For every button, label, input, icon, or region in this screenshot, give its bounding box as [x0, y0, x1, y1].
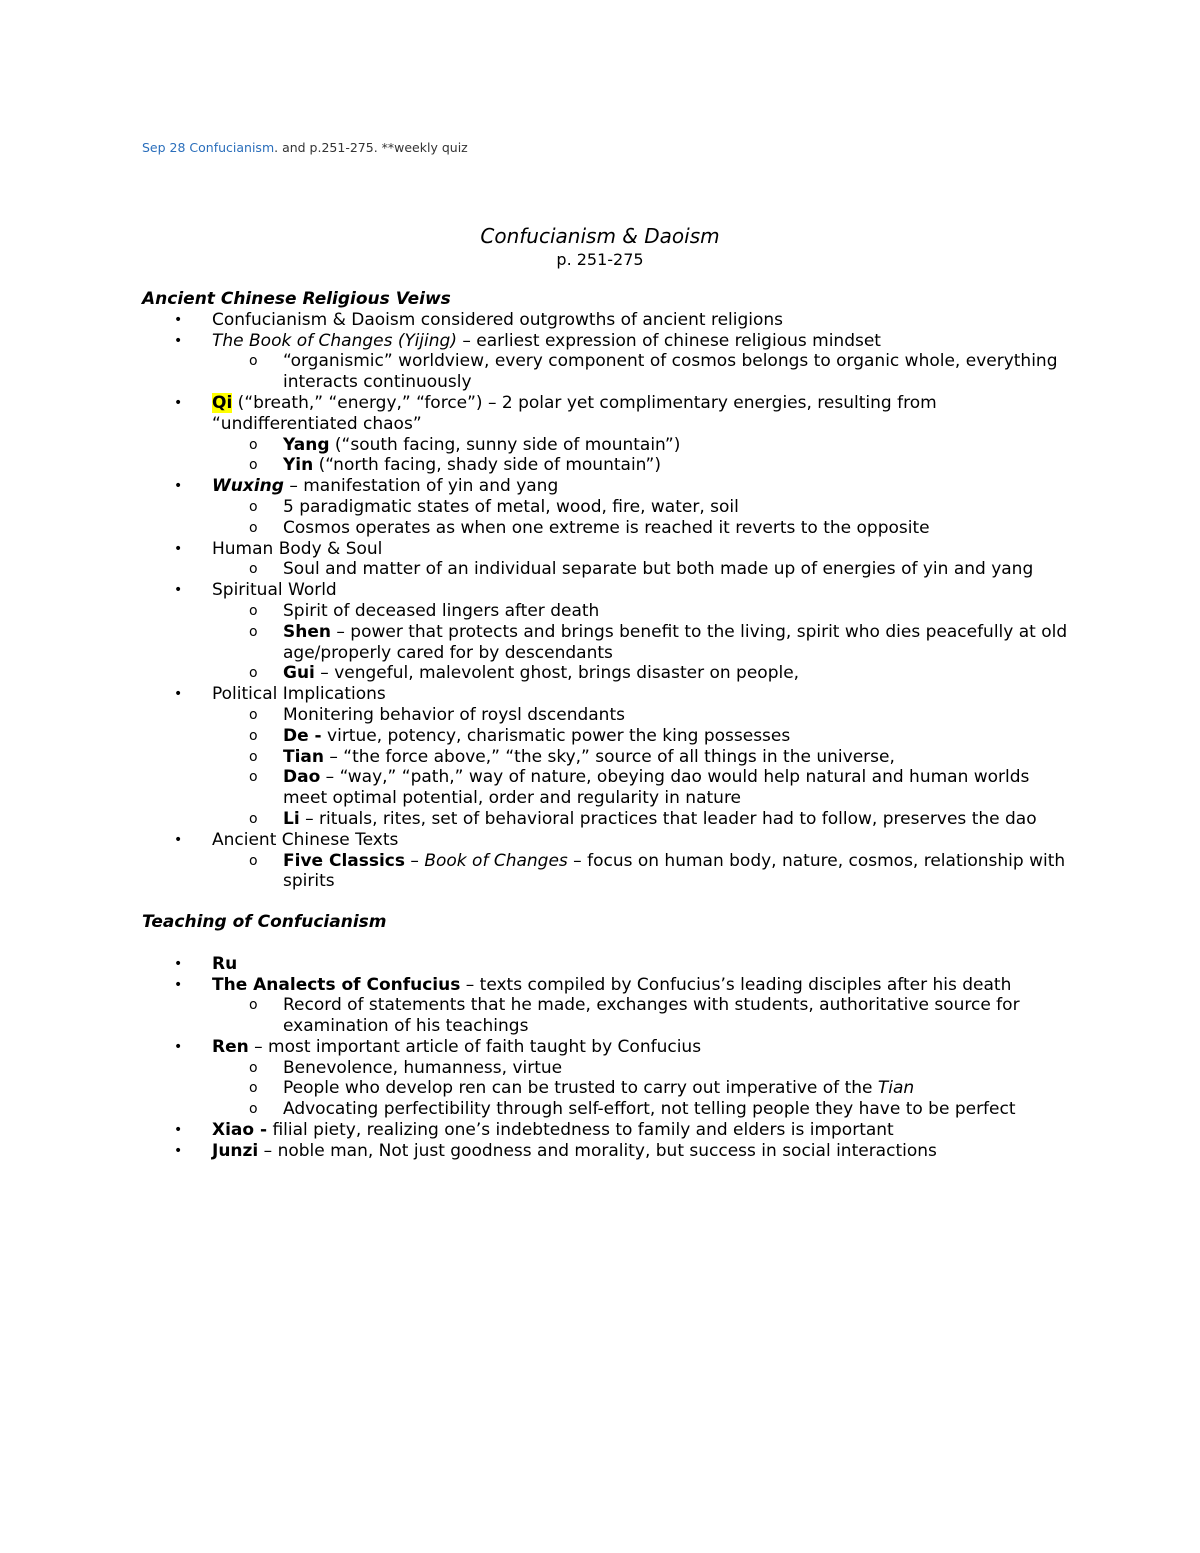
list-item — [142, 975, 1072, 1037]
sub-item-text: “organismic” worldview, every component of cosmos belongs to organic whole, everything interacts continuously — [283, 351, 1058, 393]
list-item — [142, 310, 1072, 331]
item-term: Wuxing — [212, 476, 284, 497]
item-term: Xiao - — [212, 1120, 268, 1141]
item-term: Junzi — [212, 1140, 259, 1161]
sub-item — [212, 455, 1072, 476]
sub-item-text: – “the force above,” “the sky,” source of all things in the universe, — [324, 746, 895, 767]
circle-bullet-icon: o — [249, 706, 258, 723]
item-text: Spiritual World — [212, 580, 337, 601]
item-text: – earliest expression of chinese religious mindset — [456, 330, 881, 351]
sub-item — [212, 767, 1072, 809]
list-item — [142, 1141, 1072, 1162]
sub-item-text: People who develop ren can be trusted to carry out imperative of the — [283, 1078, 878, 1099]
sub-item — [212, 851, 1072, 893]
sub-item-text: Record of statements that he made, exchanges with students, authoritative source for examination of his teachings — [283, 995, 1020, 1037]
book-title: Book of Changes — [424, 850, 568, 871]
circle-bullet-icon: o — [249, 602, 258, 619]
sub-item-text: virtue, potency, charismatic power the king possesses — [321, 725, 791, 746]
sub-item-text: – rituals, rites, set of behavioral practices that leader had to follow, preserves the dao — [299, 808, 1037, 829]
sub-list — [212, 601, 1072, 684]
sub-list — [212, 559, 1072, 580]
circle-bullet-icon: o — [249, 519, 258, 536]
circle-bullet-icon: o — [249, 498, 258, 515]
bullet-icon: • — [174, 582, 183, 599]
list-item — [142, 476, 1072, 538]
header-text: . and p.251-275. **weekly quiz — [274, 140, 468, 155]
bullet-icon: • — [174, 332, 183, 349]
dash-text: – — [405, 850, 425, 871]
schedule-link[interactable]: Sep 28 Confucianism — [142, 140, 275, 155]
sub-item-text: 5 paradigmatic states of metal, wood, fire, water, soil — [283, 496, 739, 517]
sub-item-text: Soul and matter of an individual separate but both made up of energies of yin and yang — [283, 559, 1034, 580]
list-item — [142, 331, 1072, 393]
item-text: – most important article of faith taught by Confucius — [248, 1036, 702, 1057]
sub-item-term: Five Classics — [283, 850, 406, 871]
circle-bullet-icon: o — [249, 1101, 258, 1118]
sub-item — [212, 601, 1072, 622]
sub-item — [212, 435, 1072, 456]
sub-list — [212, 995, 1072, 1037]
item-text: Political Implications — [212, 684, 386, 705]
sub-item-term: Dao — [283, 767, 321, 788]
document-title: Confucianism & Daoism — [480, 224, 720, 248]
sub-item — [212, 497, 1072, 518]
spacer — [142, 933, 1072, 954]
sub-item — [212, 622, 1072, 664]
bullet-icon: • — [174, 686, 183, 703]
bullet-icon: • — [174, 831, 183, 848]
circle-bullet-icon: o — [249, 436, 258, 453]
sub-item — [212, 705, 1072, 726]
sub-item-text: Cosmos operates as when one extreme is reached it reverts to the opposite — [283, 517, 930, 538]
sub-item — [212, 351, 1072, 393]
sub-item-text: Advocating perfectibility through self-effort, not telling people they have to be perfect — [283, 1099, 1016, 1120]
sub-item — [212, 1099, 1072, 1120]
sub-item — [212, 559, 1072, 580]
sub-item — [212, 1058, 1072, 1079]
item-text: Ancient Chinese Texts — [212, 829, 399, 850]
highlighted-term: Qi — [212, 392, 233, 413]
sub-item — [212, 663, 1072, 684]
sub-item-text: – power that protects and brings benefit to the living, spirit who dies peacefully at old age/properly cared for by descendants — [283, 621, 1068, 663]
sub-item-text: Benevolence, humanness, virtue — [283, 1057, 563, 1078]
sub-item-text: – focus on human body, nature, cosmos, relationship with spirits — [283, 850, 1066, 892]
sub-item — [212, 995, 1072, 1037]
list-item — [142, 1037, 1072, 1120]
italic-term: Tian — [877, 1078, 915, 1099]
sub-item-text: – “way,” “path,” way of nature, obeying dao would help natural and human worlds meet optimal potential, order and regularity in nature — [283, 767, 1030, 809]
circle-bullet-icon: o — [249, 769, 258, 786]
ancient-list — [142, 310, 1072, 892]
sub-item-term: Li — [283, 808, 300, 829]
circle-bullet-icon: o — [249, 623, 258, 640]
bullet-icon: • — [174, 976, 183, 993]
page-range: p. 251-275 — [556, 250, 644, 269]
circle-bullet-icon: o — [249, 1059, 258, 1076]
list-item — [142, 539, 1072, 581]
circle-bullet-icon: o — [249, 561, 258, 578]
section-heading-teaching: Teaching of Confucianism — [142, 912, 387, 933]
bullet-icon: • — [174, 478, 183, 495]
sub-item — [212, 518, 1072, 539]
sub-list — [212, 351, 1072, 393]
sub-item-text: (“south facing, sunny side of mountain”) — [329, 434, 681, 455]
bullet-icon: • — [174, 540, 183, 557]
bullet-icon: • — [174, 955, 183, 972]
sub-item-term: Gui — [283, 663, 315, 684]
sub-item-text: (“north facing, shady side of mountain”) — [313, 455, 661, 476]
sub-item-term: De - — [283, 725, 322, 746]
sub-list — [212, 851, 1072, 893]
sub-item — [212, 809, 1072, 830]
circle-bullet-icon: o — [249, 665, 258, 682]
sub-item-term: Tian — [283, 746, 324, 767]
item-text: (“breath,” “energy,” “force”) – 2 polar yet complimentary energies, resulting from “undifferentiated chaos” — [212, 392, 937, 434]
item-term: The Book of Changes (Yijing) — [212, 330, 457, 351]
list-item — [142, 830, 1072, 892]
sub-item — [212, 1078, 1072, 1099]
bullet-icon: • — [174, 394, 183, 411]
list-item — [142, 580, 1072, 684]
sub-item-text: – vengeful, malevolent ghost, brings disaster on people, — [314, 663, 800, 684]
circle-bullet-icon: o — [249, 353, 258, 370]
list-item — [142, 393, 1072, 476]
notes-body — [142, 289, 1072, 1162]
bullet-icon: • — [174, 311, 183, 328]
item-term: Ru — [212, 953, 238, 974]
item-text: Confucianism & Daoism considered outgrowths of ancient religions — [212, 309, 784, 330]
sub-item-text: Monitering behavior of roysl dscendants — [283, 704, 625, 725]
item-text: – manifestation of yin and yang — [283, 476, 559, 497]
list-item — [142, 954, 1072, 975]
bullet-icon: • — [174, 1122, 183, 1139]
circle-bullet-icon: o — [249, 1080, 258, 1097]
teaching-list — [142, 954, 1072, 1162]
sub-list — [212, 435, 1072, 477]
item-text: Human Body & Soul — [212, 538, 383, 559]
item-text: – noble man, Not just goodness and morality, but success in social interactions — [258, 1140, 937, 1161]
item-text: filial piety, realizing one’s indebtedness to family and elders is important — [267, 1120, 894, 1141]
circle-bullet-icon: o — [249, 748, 258, 765]
sub-item-term: Yang — [283, 434, 330, 455]
list-item — [142, 684, 1072, 830]
item-term: Ren — [212, 1036, 249, 1057]
sub-list — [212, 1058, 1072, 1120]
list-item — [142, 1120, 1072, 1141]
sub-item-term: Shen — [283, 621, 331, 642]
bullet-icon: • — [174, 1142, 183, 1159]
section-heading-ancient: Ancient Chinese Religious Veiws — [142, 289, 451, 309]
circle-bullet-icon: o — [249, 727, 258, 744]
bullet-icon: • — [174, 1038, 183, 1055]
sub-item — [212, 747, 1072, 768]
sub-list — [212, 705, 1072, 830]
sub-list — [212, 497, 1072, 539]
item-text: – texts compiled by Confucius’s leading disciples after his death — [460, 974, 1012, 995]
sub-item-term: Yin — [283, 455, 314, 476]
item-term: The Analects of Confucius — [212, 974, 461, 995]
sub-item-text: Spirit of deceased lingers after death — [283, 600, 600, 621]
header-line — [142, 140, 468, 155]
circle-bullet-icon: o — [249, 852, 258, 869]
circle-bullet-icon: o — [249, 457, 258, 474]
circle-bullet-icon: o — [249, 810, 258, 827]
circle-bullet-icon: o — [249, 997, 258, 1014]
sub-item — [212, 726, 1072, 747]
